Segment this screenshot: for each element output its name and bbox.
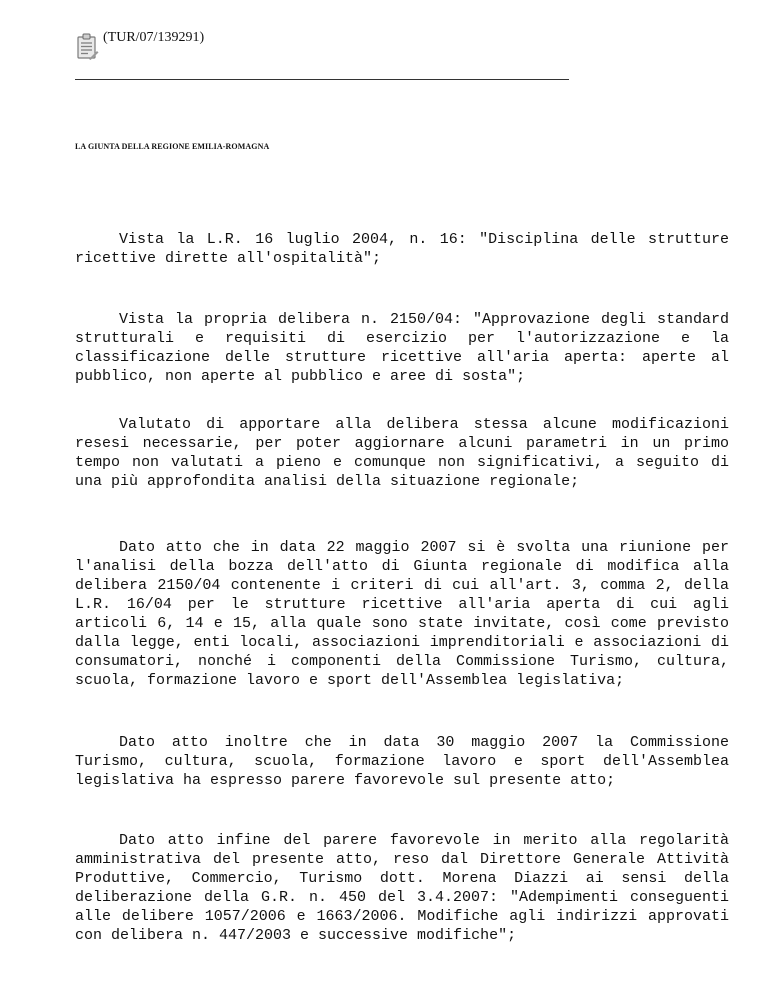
document-heading: LA GIUNTA DELLA REGIONE EMILIA-ROMAGNA	[75, 142, 270, 151]
paragraph-recital-4: Dato atto che in data 22 maggio 2007 si è svolta una riunione per l'analisi della bozza dell'atto di Giunta regionale di modifica alla delibera 2150/04 contenente i criteri di cui all'art. 3, comma 2, della L.R. 16/04 per le strutture ricettive all'aria aperta di cui agli articoli 6, 14 e 15, alla quale sono state invitate, così come previsto dalla legge, enti locali, associazioni imprenditoriali e associazioni di consumatori, nonché i componenti della Commissione Turismo, cultura, scuola, formazione lavoro e sport dell'Assemblea legislativa;	[75, 539, 729, 689]
paragraph-recital-5: Dato atto inoltre che in data 30 maggio 2007 la Commissione Turismo, cultura, scuola, formazione lavoro e sport dell'Assemblea legislativa ha espresso parere favorevole sul presente atto;	[75, 734, 729, 789]
header-divider	[75, 79, 569, 80]
document-reference	[75, 30, 204, 62]
protocol-number: (TUR/07/139291)	[103, 30, 205, 45]
paragraph-recital-1: Vista la L.R. 16 luglio 2004, n. 16: "Disciplina delle strutture ricettive dirette all'ospitalità";	[75, 231, 729, 267]
paragraph-recital-6: Dato atto infine del parere favorevole in merito alla regolarità amministrativa del presente atto, reso dal Direttore Generale Attività Produttive, Commercio, Turismo dott. Morena Diazzi ai sensi della deliberazione della G.R. n. 450 del 3.4.2007: "Adempimenti conseguenti alle delibere 1057/2006 e 1663/2006. Modifiche agli indirizzi approvati con delibera n. 447/2003 e successive modifiche";	[75, 832, 729, 944]
document-icon	[75, 32, 99, 60]
paragraph-recital-2: Vista la propria delibera n. 2150/04: "Approvazione degli standard strutturali e requisiti di esercizio per l'autorizzazione e la classificazione delle strutture ricettive all'aria aperta: aperte al pubblico, non aperte al pubblico e aree di sosta";	[75, 311, 729, 385]
paragraph-recital-3: Valutato di apportare alla delibera stessa alcune modificazioni resesi necessarie, per poter aggiornare alcuni parametri in un primo tempo non valutati a pieno e comunque non significativi, a seguito di una più approfondita analisi della situazione regionale;	[75, 416, 729, 490]
